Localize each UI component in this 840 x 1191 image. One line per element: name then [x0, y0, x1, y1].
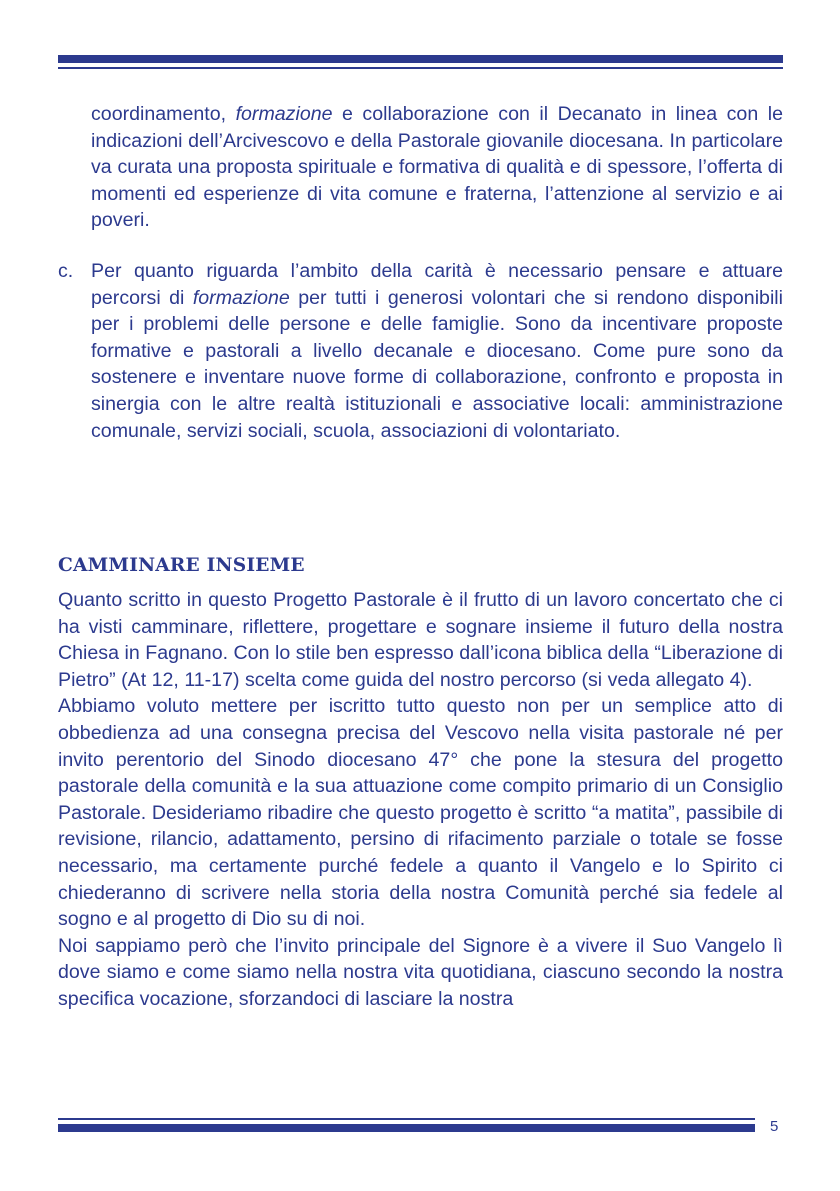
- section-body: [58, 587, 783, 1013]
- continuation-text-start: coordinamento,: [91, 103, 236, 125]
- list-item-c: [58, 258, 783, 444]
- item-c-text-end: per tutti i generosi volontari che si rendono disponibili per i problemi delle persone e delle famiglie. Sono da incentivare proposte formative e pastorali a livello decanale e diocesano. Come pure sono da sostenere e inventare nuove forme di collaborazione, confronto e proposta in sinergia con le altre realtà istituzionali e associative locali: amministrazione comunale, servizi sociali, scuola, associazioni di volontariato.: [91, 286, 783, 442]
- header-rule-thick: [58, 55, 783, 63]
- item-c-text-start: Per quanto riguarda l’ambito della carità è necessario pensare e attuare percorsi di: [91, 260, 783, 309]
- header-rule-thin: [58, 67, 783, 69]
- continuation-emphasis: formazione: [235, 103, 333, 125]
- continuation-text-end: e collaborazione con il Decanato in linea con le indicazioni dell’Arcivescovo e della Pastorale giovanile diocesana. In particolare va curata una proposta spirituale e formativa di qualità e di spessore, l’offerta di momenti ed esperienze di vita comune e fraterna, l’attenzione al servizio e ai poveri.: [91, 103, 783, 232]
- item-c-emphasis: formazione: [192, 286, 290, 309]
- list-item-body: [91, 258, 783, 444]
- body-paragraph-1: Quanto scritto in questo Progetto Pastorale è il frutto di un lavoro concertato che ci ha visti camminare, riflettere, progettare e sognare insieme il futuro della nostra Chiesa in Fagnano. Con lo stile ben espresso dall’icona biblica della “Liberazione di Pietro” (At 12, 11-17) scelta come guida del nostro percorso (si veda allegato 4).: [58, 589, 783, 691]
- body-paragraph-2: Abbiamo voluto mettere per iscritto tutto questo non per un semplice atto di obbedienza ad una consegna precisa del Vescovo nella visita pastorale né per invito perentorio del Sinodo diocesano 47° che pone la stesura del progetto pastorale della comunità e la sua attuazione come compito primario di un Consiglio Pastorale. Desideriamo ribadire che questo progetto è scritto “a matita”, passibile di revisione, rilancio, adattamento, persino di rifacimento parziale o totale se fosse necessario, ma certamente purché fedele a quanto il Vangelo e lo Spirito ci chiederanno di scrivere nella storia della nostra Comunità perché sia fedele al sogno e al progetto di Dio su di noi.: [58, 695, 783, 931]
- footer-rule-thick: [58, 1124, 755, 1132]
- page-number: 5: [770, 1118, 779, 1135]
- body-paragraph-3: Noi sappiamo però che l’invito principale del Signore è a vivere il Suo Vangelo lì dove siamo e come siamo nella nostra vita quotidiana, ciascuno secondo la nostra specifica vocazione, sforzandoci di lasciare la nostra: [58, 934, 783, 1010]
- list-marker: c.: [58, 260, 74, 282]
- footer-rule-thin: [58, 1118, 755, 1120]
- section-heading: CAMMINARE INSIEME: [58, 555, 305, 576]
- continuation-paragraph: [91, 101, 783, 234]
